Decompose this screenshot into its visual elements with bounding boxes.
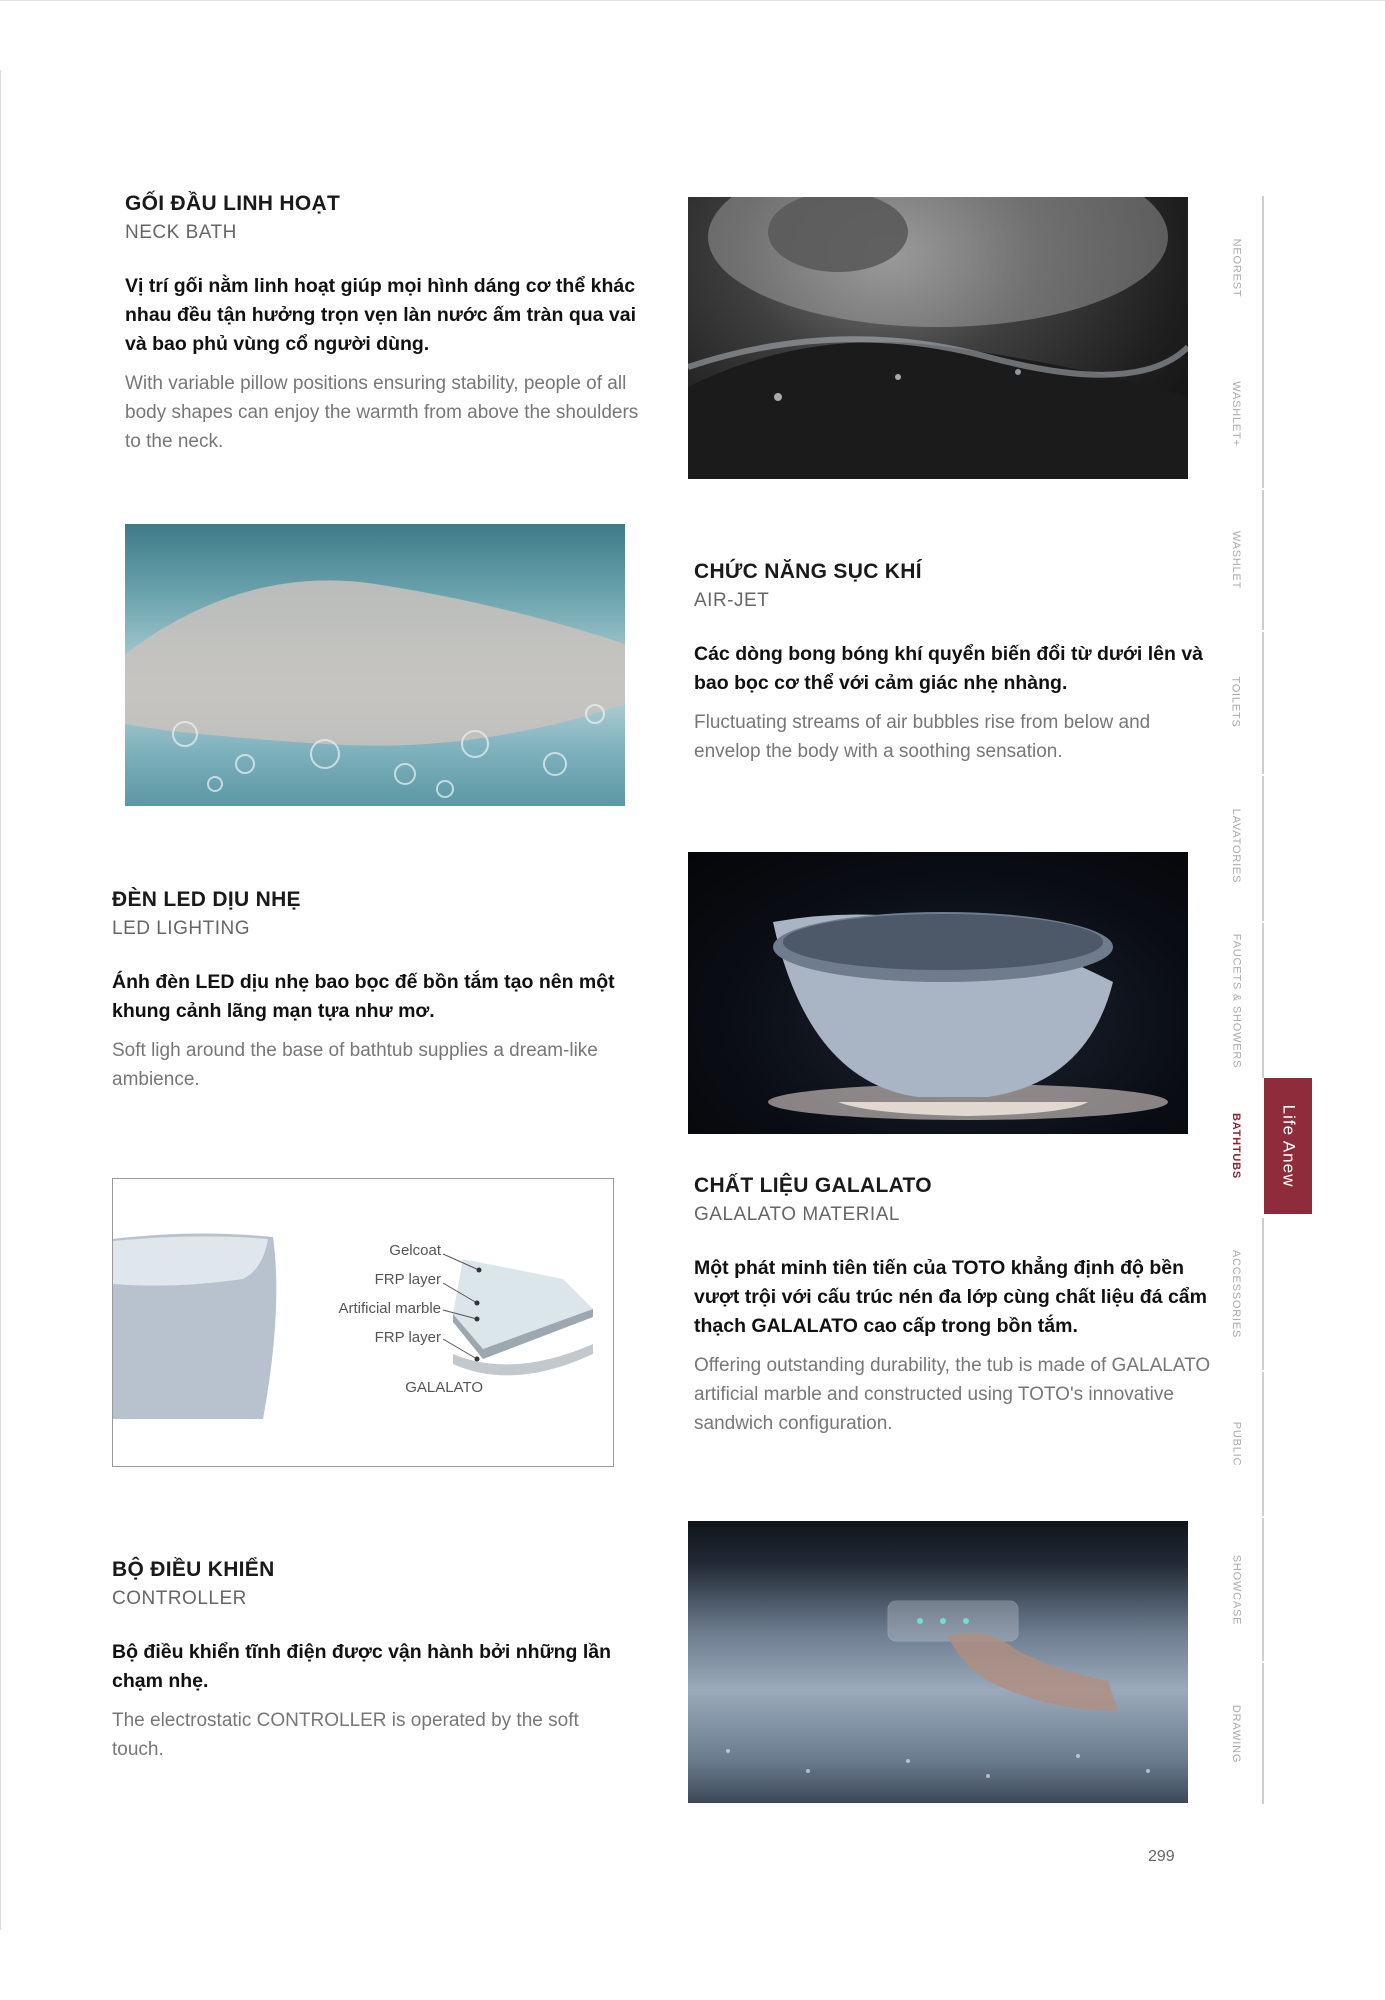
section-title-en: NECK BATH — [125, 222, 237, 243]
nav-item-washlet-plus[interactable] — [1210, 344, 1262, 484]
led-bathtub-photo — [688, 852, 1188, 1134]
nav-label: LAVATORIES — [1230, 808, 1242, 884]
nav-divider — [1262, 632, 1264, 774]
section-desc-vi: Bộ điều khiển tĩnh điện được vận hành bởi những lần chạm nhẹ. — [112, 1641, 612, 1692]
nav-label: ACCESSORIES — [1230, 1249, 1243, 1339]
nav-divider — [1262, 923, 1264, 1078]
nav-item-toilets[interactable] — [1210, 632, 1262, 772]
section-desc-en: With variable pillow positions ensuring stability, people of all body shapes can enjoy the warmth from above the shoulders to the neck. — [125, 373, 639, 452]
controller-photo — [688, 1521, 1188, 1803]
nav-label: TOILETS — [1230, 676, 1242, 728]
nav-divider — [1262, 1663, 1264, 1804]
diagram-label-galalato: GALALATO — [405, 1379, 483, 1396]
section-desc-en: Fluctuating streams of air bubbles rise from below and envelop the body with a soothing sensation. — [694, 712, 1151, 762]
galalato-layer-diagram — [112, 1178, 614, 1467]
life-anew-tab[interactable] — [1264, 1078, 1312, 1214]
page-number: 299 — [1148, 1848, 1175, 1865]
section-title-en: GALALATO MATERIAL — [694, 1204, 900, 1225]
nav-item-public[interactable] — [1210, 1372, 1262, 1516]
nav-divider — [1262, 776, 1264, 921]
nav-label: WASHLET — [1230, 530, 1242, 590]
section-title-en: AIR-JET — [694, 590, 770, 611]
section-galalato — [694, 1172, 1214, 1438]
section-desc-vi: Một phát minh tiên tiến của TOTO khẳng định độ bền vượt trội với cấu trúc nén đa lớp cùng chất liệu đá cẩm thạch GALALATO cao cấp trong bồn tắm. — [694, 1257, 1207, 1337]
section-air-jet — [694, 558, 1214, 766]
top-border — [0, 0, 1385, 1]
nav-label: PUBLIC — [1229, 1421, 1242, 1467]
section-desc-vi: Vị trí gối nằm linh hoạt giúp mọi hình dáng cơ thể khác nhau đều tận hưởng trọn vẹn làn nước ấm tràn qua vai và bao phủ vùng cổ người dùng. — [125, 275, 637, 355]
nav-divider — [1262, 1372, 1264, 1516]
nav-item-showcase[interactable] — [1210, 1518, 1262, 1661]
diagram-label-artificial-marble: Artificial marble — [338, 1300, 441, 1317]
nav-label: BATHTUBS — [1230, 1112, 1243, 1180]
diagram-label-frp-layer-2: FRP layer — [374, 1329, 441, 1346]
nav-item-washlet[interactable] — [1210, 490, 1262, 630]
section-desc-vi: Ánh đèn LED dịu nhẹ bao bọc đế bồn tắm tạo nên một khung cảnh lãng mạn tựa như mơ. — [112, 971, 615, 1022]
section-title-vi: CHẤT LIỆU GALALATO — [694, 1174, 932, 1197]
nav-item-neorest[interactable] — [1210, 198, 1262, 338]
nav-label: NEOREST — [1230, 238, 1242, 298]
section-desc-en: Offering outstanding durability, the tub is made of GALALATO artificial marble and constructed using TOTO's innovative sandwich configuration. — [694, 1355, 1211, 1434]
section-title-vi: BỘ ĐIỀU KHIỂN — [112, 1558, 275, 1581]
nav-divider — [1262, 1218, 1264, 1370]
section-title-vi: ĐÈN LED DỊU NHẸ — [112, 888, 301, 911]
nav-divider — [1262, 344, 1264, 488]
nav-divider — [1262, 1518, 1264, 1661]
life-anew-label: Life Anew — [1279, 1104, 1299, 1188]
left-border — [0, 70, 1, 1930]
section-desc-vi: Các dòng bong bóng khí quyển biến đổi từ dưới lên và bao bọc cơ thể với cảm giác nhẹ nhàng. — [694, 643, 1204, 694]
section-desc-en: The electrostatic CONTROLLER is operated by the soft touch. — [112, 1710, 579, 1760]
section-neck-bath — [125, 190, 645, 456]
nav-label: DRAWING — [1230, 1704, 1243, 1763]
neck-bath-photo — [688, 197, 1188, 479]
nav-item-drawing[interactable] — [1210, 1663, 1262, 1804]
air-jet-photo — [125, 524, 625, 806]
nav-label: SHOWCASE — [1230, 1554, 1243, 1625]
diagram-label-gelcoat: Gelcoat — [389, 1242, 441, 1259]
nav-item-accessories[interactable] — [1210, 1218, 1262, 1370]
nav-label: WASHLET+ — [1230, 381, 1242, 447]
section-title-en: LED LIGHTING — [112, 918, 250, 939]
nav-label: FAUCETS & SHOWERS — [1230, 933, 1242, 1068]
nav-item-bathtubs[interactable] — [1210, 1078, 1262, 1214]
section-controller — [112, 1556, 632, 1764]
nav-item-faucets-showers[interactable] — [1210, 923, 1262, 1078]
section-title-vi: GỐI ĐẦU LINH HOẠT — [125, 192, 341, 215]
section-led-lighting — [112, 886, 632, 1094]
section-title-vi: CHỨC NĂNG SỤC KHÍ — [694, 560, 922, 583]
nav-divider — [1262, 490, 1264, 630]
diagram-label-frp-layer: FRP layer — [374, 1271, 441, 1288]
nav-item-lavatories[interactable] — [1210, 776, 1262, 916]
section-title-en: CONTROLLER — [112, 1588, 247, 1609]
nav-divider — [1262, 196, 1264, 344]
section-desc-en: Soft ligh around the base of bathtub supplies a dream-like ambience. — [112, 1040, 598, 1090]
